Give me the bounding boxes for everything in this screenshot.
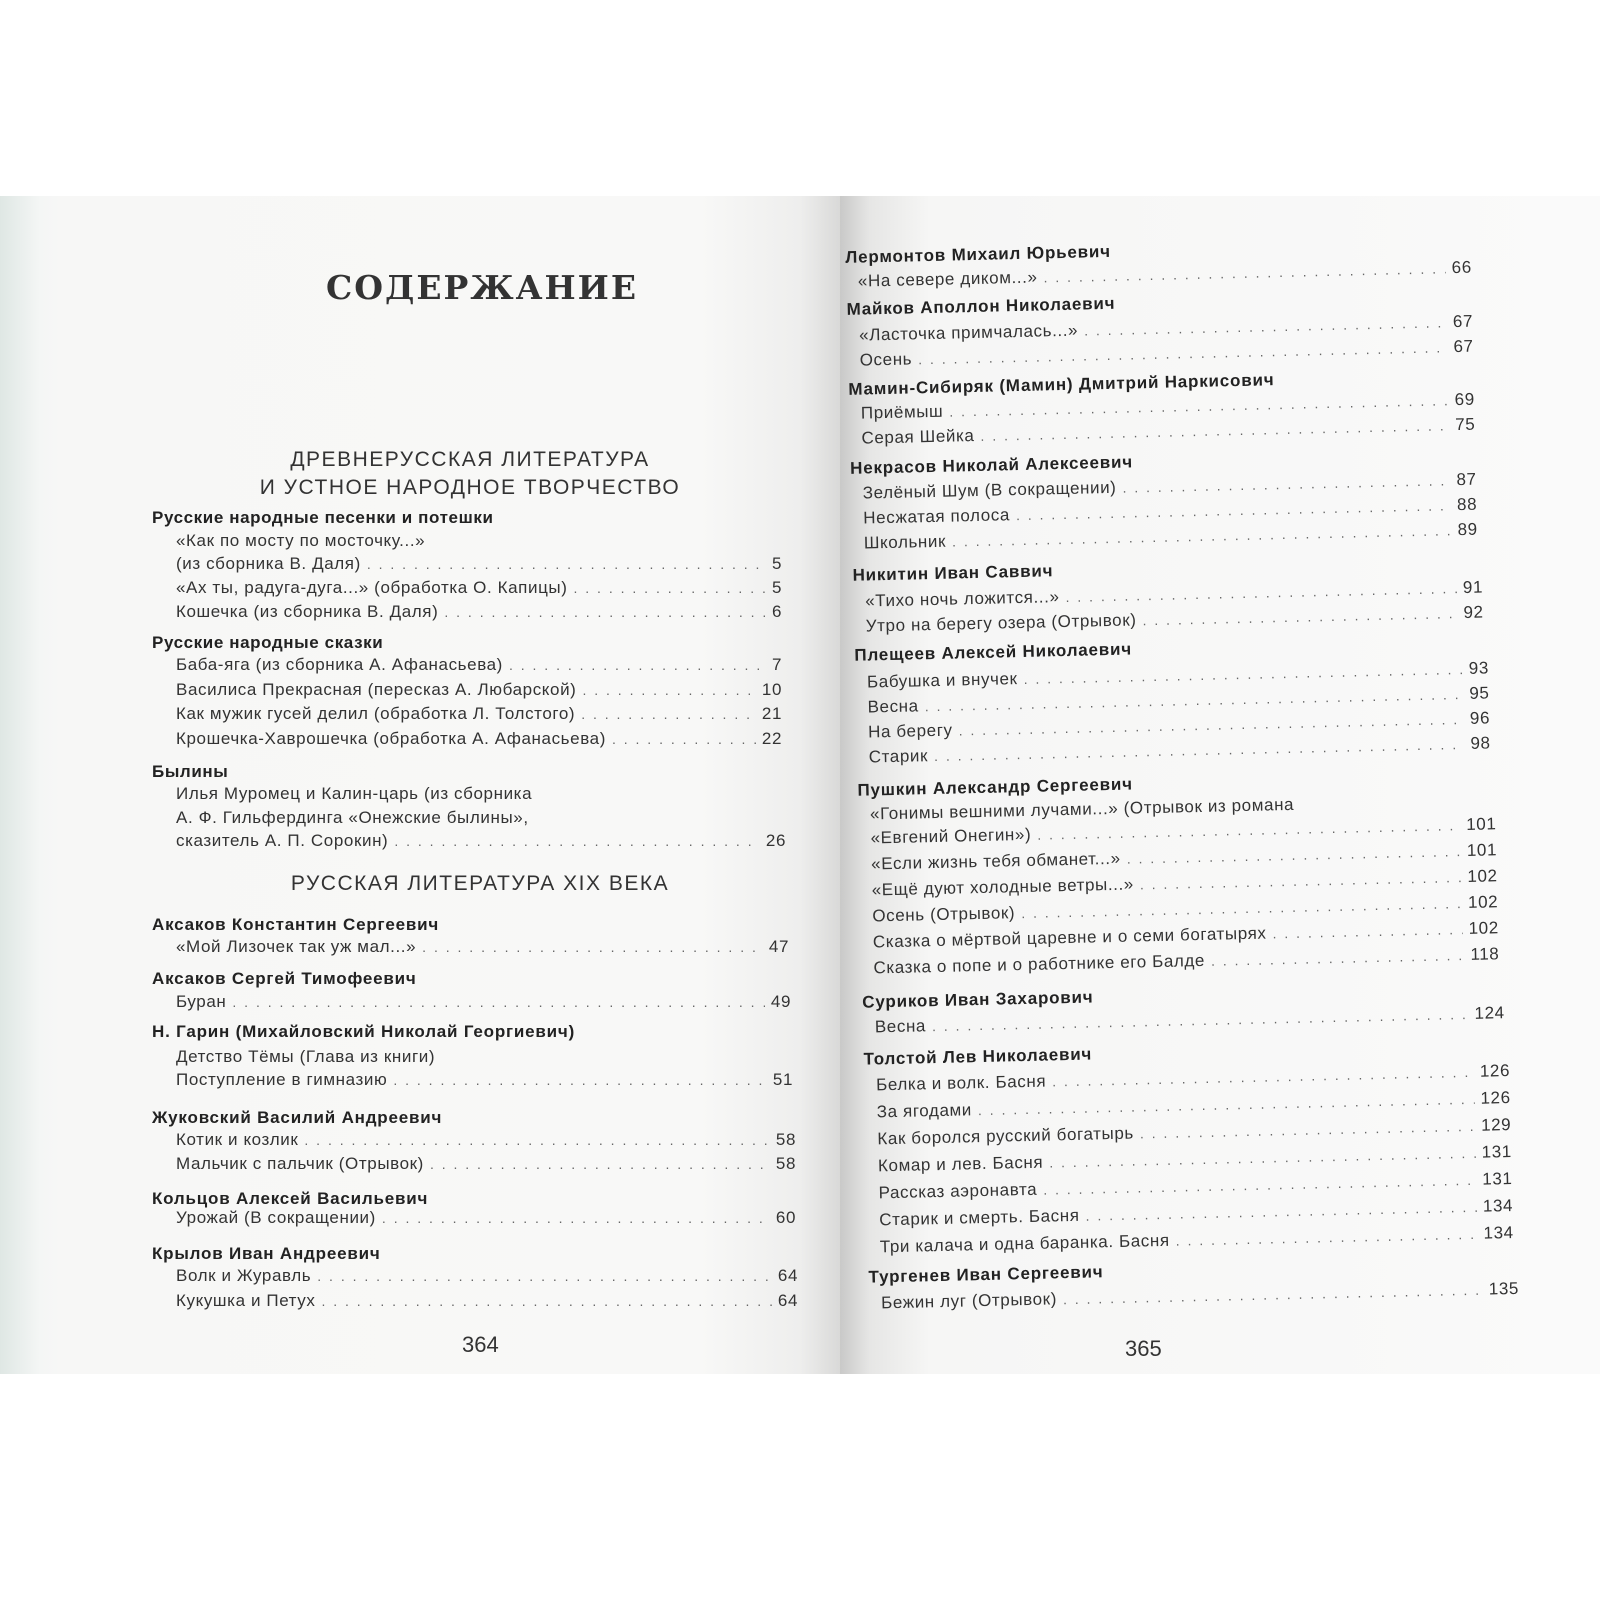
toc-entry-title: «На севере диком...» xyxy=(857,267,1038,291)
dot-leader xyxy=(612,731,756,747)
dot-leader xyxy=(1052,1064,1474,1090)
toc-entry-title: Белка и волк. Басня xyxy=(875,1071,1047,1095)
toc-entry-title: Сказка о мёртвой царевне и о семи богатырях xyxy=(872,923,1267,952)
toc-page-number: 5 xyxy=(771,578,782,597)
toc-entry[interactable] xyxy=(176,1291,798,1311)
toc-page-number: 89 xyxy=(1457,519,1478,540)
dot-leader xyxy=(932,1006,1469,1034)
toc-entry[interactable] xyxy=(176,1130,796,1150)
toc-page-number: 95 xyxy=(1469,683,1490,703)
dot-leader xyxy=(317,1268,772,1284)
author-name: Кольцов Алексей Васильевич xyxy=(152,1189,429,1208)
toc-entry[interactable] xyxy=(176,680,782,700)
toc-entry[interactable] xyxy=(176,655,782,675)
toc-entry-title: «Ах ты, радуга-дуга...» (обработка О. Капицы) xyxy=(176,578,568,597)
toc-entry[interactable] xyxy=(176,704,782,724)
left-page xyxy=(0,196,840,1374)
group-title: Русские народные сказки xyxy=(152,633,384,652)
dot-leader xyxy=(232,994,765,1010)
toc-entry[interactable] xyxy=(176,831,786,851)
toc-entry-title: «Если жизнь тебя обманет...» xyxy=(870,848,1121,874)
toc-entry-title: Старик xyxy=(868,746,929,767)
toc-page-number: 49 xyxy=(770,992,791,1011)
right-page-content xyxy=(840,179,1600,1374)
dot-leader xyxy=(1127,843,1462,867)
toc-entry[interactable] xyxy=(176,937,789,957)
toc-entry[interactable] xyxy=(176,554,782,574)
dot-leader xyxy=(393,1072,767,1088)
dot-leader xyxy=(1037,817,1460,843)
dot-leader xyxy=(952,522,1452,549)
toc-entry[interactable] xyxy=(176,1154,796,1174)
toc-entry-title: Осень xyxy=(859,349,913,370)
author-name: Никитин Иван Саввич xyxy=(852,561,1054,585)
dot-leader xyxy=(1272,921,1462,941)
toc-entry-title: Рассказ аэронавта xyxy=(878,1179,1038,1203)
section-heading-line: И УСТНОЕ НАРОДНОЕ ТВОРЧЕСТВО xyxy=(259,476,681,499)
dot-leader xyxy=(934,736,1465,764)
toc-entry-title: Комар и лев. Басня xyxy=(877,1152,1044,1176)
toc-page-number: 118 xyxy=(1470,944,1500,964)
dot-leader xyxy=(1021,895,1462,921)
toc-page-number: 10 xyxy=(761,680,782,699)
dot-leader xyxy=(1140,1118,1476,1142)
toc-entry-line: «Гонимы вешними лучами...» (Отрывок из романа xyxy=(869,794,1295,824)
toc-entry[interactable] xyxy=(176,602,782,622)
toc-entry-title: Бабушка и внучек xyxy=(866,669,1018,692)
author-name: Пушкин Александр Сергеевич xyxy=(857,774,1133,800)
toc-entry-title: Волк и Журавль xyxy=(176,1266,312,1285)
toc-page-number: 134 xyxy=(1483,1222,1514,1243)
author-name: Н. Гарин (Михайловский Николай Георгиевич) xyxy=(152,1022,576,1041)
toc-entry-line: Илья Муромец и Калин-царь (из сборника xyxy=(176,784,533,803)
toc-entry[interactable] xyxy=(176,1070,793,1090)
toc-entry-line: Детство Тёмы (Глава из книги) xyxy=(176,1047,436,1066)
toc-entry[interactable] xyxy=(176,1208,796,1228)
toc-entry-title: Старик и смерть. Басня xyxy=(879,1205,1080,1230)
author-name: Тургенев Иван Сергеевич xyxy=(868,1262,1104,1287)
section-heading-19th-century: РУССКАЯ ЛИТЕРАТУРА XIX ВЕКА xyxy=(290,872,670,895)
toc-entry-title: Утро на берегу озера (Отрывок) xyxy=(865,610,1137,636)
toc-page-number: 98 xyxy=(1470,733,1491,753)
toc-page-number: 88 xyxy=(1456,494,1478,515)
group-title: Былины xyxy=(152,762,229,781)
book-spread xyxy=(0,196,1600,1374)
dot-leader xyxy=(949,392,1449,419)
toc-entry-title: Поступление в гимназию xyxy=(176,1070,388,1089)
dot-leader xyxy=(581,706,756,722)
dot-leader xyxy=(1063,1282,1483,1308)
toc-page-number: 93 xyxy=(1468,658,1490,678)
toc-page-number: 92 xyxy=(1463,602,1484,622)
dot-leader xyxy=(1049,1145,1476,1171)
author-name: Аксаков Сергей Тимофеевич xyxy=(152,969,417,988)
toc-page-number: 64 xyxy=(777,1266,798,1285)
toc-entry-title: Кукушка и Петух xyxy=(176,1291,316,1310)
dot-leader xyxy=(978,1091,1475,1118)
toc-entry-line: А. Ф. Гильфердинга «Онежские былины», xyxy=(176,808,529,827)
page-number: 364 xyxy=(462,1332,499,1357)
section-heading-old-russian xyxy=(200,448,740,500)
toc-page-number: 58 xyxy=(775,1130,796,1149)
toc-page-number: 129 xyxy=(1480,1115,1512,1135)
dot-leader xyxy=(509,657,766,673)
author-name: Суриков Иван Захарович xyxy=(862,987,1094,1012)
toc-entry-title: «Тихо ночь ложится...» xyxy=(864,587,1060,611)
toc-page-number: 58 xyxy=(775,1154,796,1173)
author-name: Толстой Лев Николаевич xyxy=(863,1044,1093,1069)
toc-entry-title: Сказка о попе и о работнике его Балде xyxy=(873,950,1206,978)
dot-leader xyxy=(1122,472,1450,495)
dot-leader xyxy=(367,556,766,572)
dot-leader xyxy=(1023,661,1463,687)
author-name: Крылов Иван Андреевич xyxy=(152,1244,381,1263)
dot-leader xyxy=(1140,869,1462,892)
dot-leader xyxy=(444,604,766,620)
toc-entry-title: Буран xyxy=(176,992,227,1011)
author-name: Некрасов Николай Алексеевич xyxy=(849,452,1134,478)
toc-entry-title: Несжатая полоса xyxy=(863,505,1011,528)
dot-leader xyxy=(1211,947,1465,969)
toc-entry-title: Как боролся русский богатырь xyxy=(877,1123,1135,1149)
toc-page-number: 67 xyxy=(1453,336,1474,357)
dot-leader xyxy=(958,711,1464,738)
toc-page-number: 102 xyxy=(1467,866,1498,886)
toc-entry-title: Весна xyxy=(874,1016,927,1037)
toc-entry[interactable] xyxy=(176,729,782,749)
toc-entry-title: «Мой Лизочек так уж мал...» xyxy=(176,937,417,956)
toc-page-number: 135 xyxy=(1488,1278,1520,1299)
toc-entry-title: Мальчик с пальчик (Отрывок) xyxy=(176,1154,424,1173)
toc-entry-title: Как мужик гусей делил (обработка Л. Толстого) xyxy=(176,704,576,723)
dot-leader xyxy=(1043,260,1446,285)
section-heading-line: ДРЕВНЕРУССКАЯ ЛИТЕРАТУРА xyxy=(290,448,650,471)
toc-page-number: 60 xyxy=(775,1208,796,1227)
author-name: Аксаков Константин Сергеевич xyxy=(152,915,440,934)
toc-page-number: 64 xyxy=(777,1291,798,1310)
toc-page-number: 124 xyxy=(1474,1003,1505,1023)
toc-page-number: 131 xyxy=(1481,1142,1513,1162)
author-name: Лермонтов Михаил Юрьевич xyxy=(845,241,1112,267)
dot-leader xyxy=(304,1132,769,1148)
toc-entry-title: сказитель А. П. Сорокин) xyxy=(176,831,389,850)
toc-entry[interactable] xyxy=(176,578,782,598)
author-name: Жуковский Василий Андреевич xyxy=(152,1108,443,1127)
toc-entry-title: Школьник xyxy=(863,531,947,553)
toc-page-number: 126 xyxy=(1480,1088,1511,1108)
toc-entry[interactable] xyxy=(176,1266,798,1286)
toc-entry-title: Зелёный Шум (В сокращении) xyxy=(862,477,1117,503)
dot-leader xyxy=(1016,497,1451,523)
dot-leader xyxy=(980,417,1449,444)
toc-entry-title: Серая Шейка xyxy=(861,426,975,448)
dot-leader xyxy=(321,1293,771,1309)
toc-page-number: 26 xyxy=(765,831,786,850)
dot-leader xyxy=(422,939,763,955)
toc-page-number: 96 xyxy=(1469,708,1491,728)
dot-leader xyxy=(582,682,755,698)
dot-leader xyxy=(382,1210,770,1226)
toc-page-number: 101 xyxy=(1466,840,1498,860)
author-name: Мамин-Сибиряк (Мамин) Дмитрий Наркисович xyxy=(848,370,1275,399)
toc-entry-title: «Ещё дуют холодные ветры...» xyxy=(871,874,1135,900)
toc-entry[interactable] xyxy=(176,992,791,1012)
toc-page-number: 101 xyxy=(1466,814,1497,834)
toc-entry-title: Василиса Прекрасная (пересказ А. Любарской) xyxy=(176,680,577,699)
dot-leader xyxy=(394,833,760,849)
toc-entry-title: На берегу xyxy=(867,720,953,742)
toc-entry-title: Кошечка (из сборника В. Даля) xyxy=(176,602,439,621)
toc-entry-title: Крошечка-Хаврошечка (обработка А. Афанасьева) xyxy=(176,729,606,748)
toc-page-number: 87 xyxy=(1456,469,1477,490)
page-number: 365 xyxy=(1125,1336,1162,1361)
toc-page-number: 102 xyxy=(1468,918,1499,938)
dot-leader xyxy=(1084,314,1447,338)
toc-page-number: 6 xyxy=(771,602,782,621)
toc-entry-line: «Как по мосту по мосточку...» xyxy=(176,531,426,550)
toc-entry-title: Котик и козлик xyxy=(176,1130,299,1149)
author-name: Майков Аполлон Николаевич xyxy=(846,293,1116,319)
toc-page-number: 22 xyxy=(761,729,782,748)
toc-page-number: 21 xyxy=(761,704,782,723)
toc-page-number: 69 xyxy=(1454,389,1475,410)
toc-entry-title: Баба-яга (из сборника А. Афанасьева) xyxy=(176,655,503,674)
toc-page-number: 75 xyxy=(1455,414,1476,435)
toc-entry-title: Бежин луг (Отрывок) xyxy=(880,1289,1058,1313)
dot-leader xyxy=(1065,580,1457,605)
contents-title: СОДЕРЖАНИЕ xyxy=(326,268,639,307)
dot-leader xyxy=(1085,1199,1477,1224)
toc-entry-title: «Ласточка примчалась...» xyxy=(858,320,1079,345)
toc-page-number: 134 xyxy=(1482,1195,1514,1216)
toc-page-number: 126 xyxy=(1479,1061,1511,1081)
toc-entry-title: Приёмыш xyxy=(860,401,944,423)
dot-leader xyxy=(1043,1172,1476,1198)
dot-leader xyxy=(574,580,766,596)
toc-page-number: 5 xyxy=(771,554,782,573)
toc-entry-title: «Евгений Онегин») xyxy=(870,824,1032,848)
toc-page-number: 66 xyxy=(1451,257,1472,278)
author-name: Плещеев Алексей Николаевич xyxy=(854,639,1133,665)
toc-entry-title: Три калача и одна баранка. Басня xyxy=(879,1230,1170,1257)
group-title: Русские народные песенки и потешки xyxy=(152,508,494,527)
toc-page-number: 51 xyxy=(772,1070,793,1089)
toc-page-number: 7 xyxy=(771,655,782,674)
dot-leader xyxy=(918,339,1448,367)
toc-page-number: 47 xyxy=(768,937,789,956)
toc-page-number: 91 xyxy=(1462,577,1484,597)
dot-leader xyxy=(430,1156,770,1172)
dot-leader xyxy=(1176,1226,1478,1249)
dot-leader xyxy=(1142,605,1457,628)
toc-entry-title: Осень (Отрывок) xyxy=(872,903,1016,926)
toc-entry-title: (из сборника В. Даля) xyxy=(176,554,361,573)
toc-page-number: 67 xyxy=(1452,311,1474,332)
toc-page-number: 102 xyxy=(1467,892,1499,912)
right-page xyxy=(840,196,1600,1374)
toc-entry-title: За ягодами xyxy=(876,1100,973,1122)
toc-entry-title: Весна xyxy=(867,696,919,717)
toc-entry-title: Урожай (В сокращении) xyxy=(176,1208,376,1227)
toc-page-number: 131 xyxy=(1482,1168,1513,1189)
